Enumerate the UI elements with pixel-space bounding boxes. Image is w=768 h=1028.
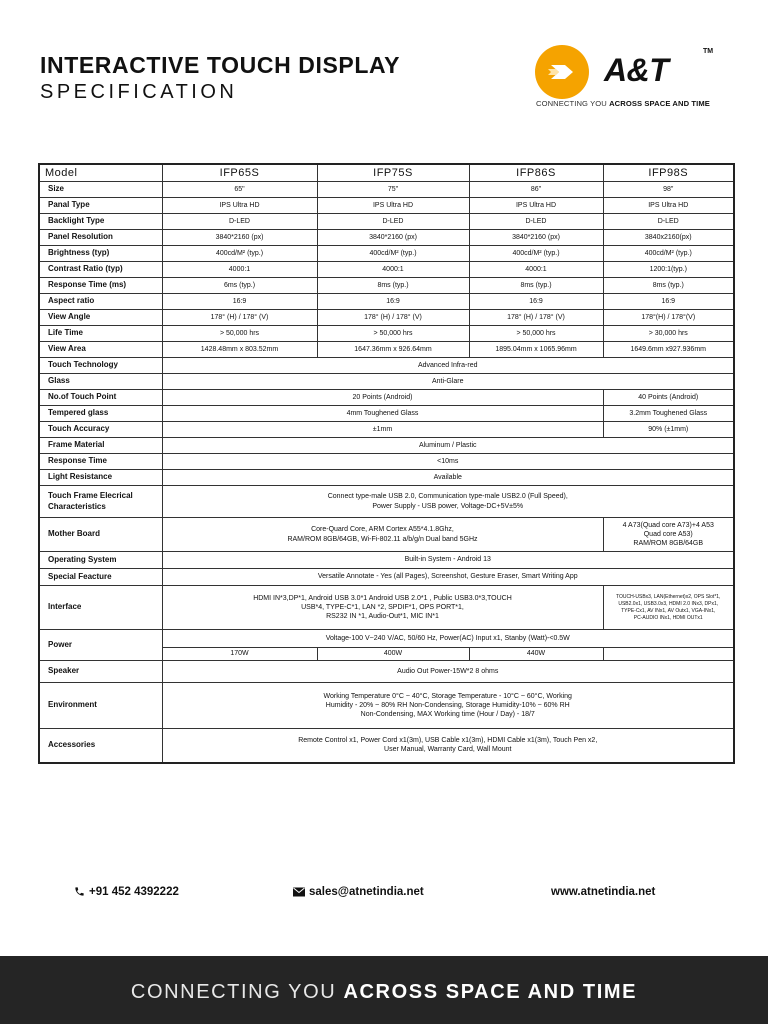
value-line: Working Temperature 0°C ~ 40°C, Storage Temperature - 10°C ~ 60°C, Working (323, 692, 572, 700)
table-row (39, 246, 734, 262)
row-value-98 (603, 518, 734, 552)
footer-tagline-light: CONNECTING YOU (130, 981, 337, 1003)
value-line: HDMI IN*3,DP*1, Android USB 3.0*1 Android USB 2.0*1 , Public USB3.0*3,TOUCH (253, 594, 512, 602)
row-label-line: Touch Frame Elecrical (48, 491, 133, 501)
row-glass (39, 374, 734, 390)
row-accessories (39, 729, 734, 763)
table-row (39, 198, 734, 214)
row-touch-accuracy (39, 422, 734, 438)
row-label: Frame Material (39, 438, 162, 454)
row-label: Interface (39, 586, 162, 630)
table-row (39, 214, 734, 230)
cell-ifp75s: D-LED (317, 214, 469, 230)
table-row (39, 278, 734, 294)
row-label: Power (39, 630, 162, 661)
cell-ifp98s: 8ms (typ.) (603, 278, 734, 294)
logo-arrow-icon (535, 45, 589, 99)
value-line: TYPE-Cx1, AV INx1, AV Outx1, VGA-INx1, (621, 607, 716, 614)
row-value: Audio Out Power-15W*2 8 ohms (162, 661, 734, 683)
value-line: RS232 IN *1, Audio-Out*1, MIC IN*1 (326, 613, 439, 621)
contact-website[interactable] (551, 886, 655, 898)
value-line: User Manual, Warranty Card, Wall Mount (384, 746, 512, 754)
row-value (162, 518, 603, 552)
value-line: RAM/ROM 8GB/64GB (633, 540, 704, 548)
row-value (162, 729, 734, 763)
cell-ifp86s: 400cd/M² (typ.) (469, 246, 603, 262)
row-value: Versatile Annotate - Yes (all Pages), Screenshot, Gesture Eraser, Smart Writing App (162, 569, 734, 586)
model-ifp86s: IFP86S (469, 164, 603, 182)
table-header-row (39, 164, 734, 182)
cell-ifp86s: 3840*2160 (px) (469, 230, 603, 246)
table-row (39, 182, 734, 198)
value-line: TOUCH-USBx3, LAN(Ethernet)x2, OPS Slot*1, (616, 593, 721, 600)
row-mother-board (39, 518, 734, 552)
cell-ifp65s: 3840*2160 (px) (162, 230, 317, 246)
row-value-98: 3.2mm Toughened Glass (603, 406, 734, 422)
row-speaker (39, 661, 734, 683)
table-row (39, 310, 734, 326)
row-value-98: 40 Points (Android) (603, 390, 734, 406)
cell-ifp65s: 1428.48mm x 803.52mm (162, 342, 317, 358)
value-line: Connect type-male USB 2.0, Communication type-male USB2.0 (Full Speed), (327, 493, 568, 501)
website-url: www.atnetindia.net (551, 886, 656, 898)
cell-ifp98s: IPS Ultra HD (603, 198, 734, 214)
row-label-line: Characteristics (48, 501, 106, 511)
phone-icon (74, 886, 85, 897)
row-operating-system (39, 552, 734, 569)
cell-ifp65s: > 50,000 hrs (162, 326, 317, 342)
row-label: No.of Touch Point (39, 390, 162, 406)
cell-ifp65s: 178° (H) / 178° (V) (162, 310, 317, 326)
cell-ifp65s: 4000:1 (162, 262, 317, 278)
row-tempered-glass (39, 406, 734, 422)
row-label: Panal Type (39, 198, 162, 214)
footer-tagline (0, 956, 768, 1028)
cell-ifp75s: 400cd/M² (typ.) (317, 246, 469, 262)
row-label: Glass (39, 374, 162, 390)
row-label: Brightness (typ) (39, 246, 162, 262)
page-title: INTERACTIVE TOUCH DISPLAY (40, 52, 401, 78)
row-value: ±1mm (162, 422, 603, 438)
logo-text: A&T (604, 52, 669, 88)
row-environment (39, 683, 734, 729)
row-value: Built-in System - Android 13 (162, 552, 734, 569)
row-value: Voltage-100 V~240 V/AC, 50/60 Hz, Power(AC) Input x1, Stanby (Watt)-<0.5W (162, 630, 734, 648)
value-line: Humidity - 20% ~ 80% RH Non-Condensing, Storage Humidity-10% ~ 60% RH (325, 701, 570, 709)
cell-ifp75s: 16:9 (317, 294, 469, 310)
cell-ifp75s: IPS Ultra HD (317, 198, 469, 214)
row-label: Response Time (ms) (39, 278, 162, 294)
cell-ifp98s: 1200:1(typ.) (603, 262, 734, 278)
row-label: Life Time (39, 326, 162, 342)
row-label: Operating System (39, 552, 162, 569)
email-address: sales@atnetindia.net (309, 886, 424, 898)
mail-icon (293, 887, 305, 897)
row-label: Touch Technology (39, 358, 162, 374)
cell-ifp86s: 4000:1 (469, 262, 603, 278)
table-row (39, 262, 734, 278)
row-label: View Angle (39, 310, 162, 326)
cell-ifp75s: 4000:1 (317, 262, 469, 278)
table-row (39, 230, 734, 246)
row-label: Mother Board (39, 518, 162, 552)
row-label: Backlight Type (39, 214, 162, 230)
row-touch-point (39, 390, 734, 406)
value-line: 4 A73(Quad core A73)+4 A53 (622, 521, 714, 529)
row-frame-material (39, 438, 734, 454)
row-touch-technology (39, 358, 734, 374)
cell-ifp75s: 8ms (typ.) (317, 278, 469, 294)
power-ifp65s: 170W (162, 648, 317, 661)
cell-ifp86s: D-LED (469, 214, 603, 230)
cell-ifp75s: 178° (H) / 178° (V) (317, 310, 469, 326)
row-value (162, 683, 734, 729)
table-row (39, 294, 734, 310)
model-header: Model (39, 164, 162, 182)
table-row (39, 342, 734, 358)
row-response-time (39, 454, 734, 470)
row-label: Size (39, 182, 162, 198)
power-ifp75s: 400W (317, 648, 469, 661)
cell-ifp98s: 98" (603, 182, 734, 198)
value-line: Quad core A53) (643, 530, 693, 538)
value-line: Power Supply - USB power, Voltage-DC+5V±5% (372, 502, 524, 510)
cell-ifp75s: > 50,000 hrs (317, 326, 469, 342)
row-interface (39, 586, 734, 630)
cell-ifp86s: > 50,000 hrs (469, 326, 603, 342)
row-value (162, 486, 734, 518)
row-value (162, 586, 603, 630)
tagline-light: CONNECTING YOU (536, 99, 607, 108)
cell-ifp75s: 3840*2160 (px) (317, 230, 469, 246)
row-value-98 (603, 586, 734, 630)
cell-ifp98s: 400cd/M² (typ.) (603, 246, 734, 262)
cell-ifp65s: 6ms (typ.) (162, 278, 317, 294)
cell-ifp86s: IPS Ultra HD (469, 198, 603, 214)
row-value: 20 Points (Android) (162, 390, 603, 406)
cell-ifp75s: 75" (317, 182, 469, 198)
logo-trademark: TM (703, 48, 714, 55)
cell-ifp98s: 16:9 (603, 294, 734, 310)
row-value: Anti-Glare (162, 374, 734, 390)
cell-ifp65s: 65" (162, 182, 317, 198)
row-value: Available (162, 470, 734, 486)
power-ifp98s (603, 648, 734, 661)
cell-ifp98s: 178°(H) / 178°(V) (603, 310, 734, 326)
value-line: USB*4, TYPE-C*1, LAN *2, SPDIF*1, OPS PORT*1, (301, 603, 464, 611)
footer-tagline-bold: ACROSS SPACE AND TIME (343, 981, 638, 1003)
cell-ifp98s: 3840x2160(px) (603, 230, 734, 246)
row-power (39, 630, 734, 648)
cell-ifp86s: 1895.04mm x 1065.96mm (469, 342, 603, 358)
tagline-bold: ACROSS SPACE AND TIME (609, 99, 710, 108)
row-touch-frame (39, 486, 734, 518)
row-label: Panel Resolution (39, 230, 162, 246)
value-line: PC-AUDIO INx1, HDMI OUTx1 (633, 614, 703, 621)
logo-tagline (536, 99, 710, 108)
row-label: Contrast Ratio (typ) (39, 262, 162, 278)
value-line: RAM/ROM 8GB/64GB, Wi-Fi-802.11 a/b/g/n Dual band 5GHz (287, 535, 478, 543)
row-light-resistance (39, 470, 734, 486)
cell-ifp86s: 86" (469, 182, 603, 198)
row-value: <10ms (162, 454, 734, 470)
row-label: Environment (39, 683, 162, 729)
model-ifp75s: IFP75S (317, 164, 469, 182)
value-line: Remote Control x1, Power Cord x1(3m), USB Cable x1(3m), HDMI Cable x1(3m), Touch Pen x2, (298, 737, 598, 745)
model-ifp98s: IFP98S (603, 164, 734, 182)
page-subtitle: SPECIFICATION (40, 81, 238, 103)
row-label: View Area (39, 342, 162, 358)
cell-ifp65s: IPS Ultra HD (162, 198, 317, 214)
phone-number: +91 452 4392222 (89, 886, 179, 898)
cell-ifp98s: 1649.6mm x927.936mm (603, 342, 734, 358)
table-row (39, 326, 734, 342)
row-value: Aluminum / Plastic (162, 438, 734, 454)
row-label (39, 486, 162, 518)
cell-ifp65s: 16:9 (162, 294, 317, 310)
model-ifp65s: IFP65S (162, 164, 317, 182)
row-special-feature (39, 569, 734, 586)
logo-mark (535, 45, 589, 99)
row-value: Advanced Infra-red (162, 358, 734, 374)
cell-ifp86s: 178° (H) / 178° (V) (469, 310, 603, 326)
row-label: Special Feacture (39, 569, 162, 586)
row-label: Aspect ratio (39, 294, 162, 310)
cell-ifp86s: 16:9 (469, 294, 603, 310)
row-label: Speaker (39, 661, 162, 683)
row-label: Touch Accuracy (39, 422, 162, 438)
row-label: Response Time (39, 454, 162, 470)
footer-banner (0, 956, 768, 1024)
value-line: Core-Quard Core, ARM Cortex A55*4.1.8Ghz, (311, 526, 454, 534)
row-value: 4mm Toughened Glass (162, 406, 603, 422)
row-label: Light Resistance (39, 470, 162, 486)
cell-ifp98s: D-LED (603, 214, 734, 230)
row-label: Tempered glass (39, 406, 162, 422)
contact-phone[interactable] (74, 886, 179, 898)
cell-ifp75s: 1647.36mm x 926.64mm (317, 342, 469, 358)
spec-table (38, 163, 735, 764)
value-line: USB2.0x1, USB3.0x3, HDMI 2.0 INx3, DPx1, (618, 600, 719, 607)
row-value-98: 90% (±1mm) (603, 422, 734, 438)
power-ifp86s: 440W (469, 648, 603, 661)
cell-ifp65s: 400cd/M² (typ.) (162, 246, 317, 262)
value-line: Non-Condensing, MAX Working time (Hour / Day) - 18/7 (360, 711, 535, 719)
cell-ifp98s: > 30,000 hrs (603, 326, 734, 342)
row-label: Accessories (39, 729, 162, 763)
contact-email[interactable] (293, 886, 424, 898)
cell-ifp86s: 8ms (typ.) (469, 278, 603, 294)
cell-ifp65s: D-LED (162, 214, 317, 230)
